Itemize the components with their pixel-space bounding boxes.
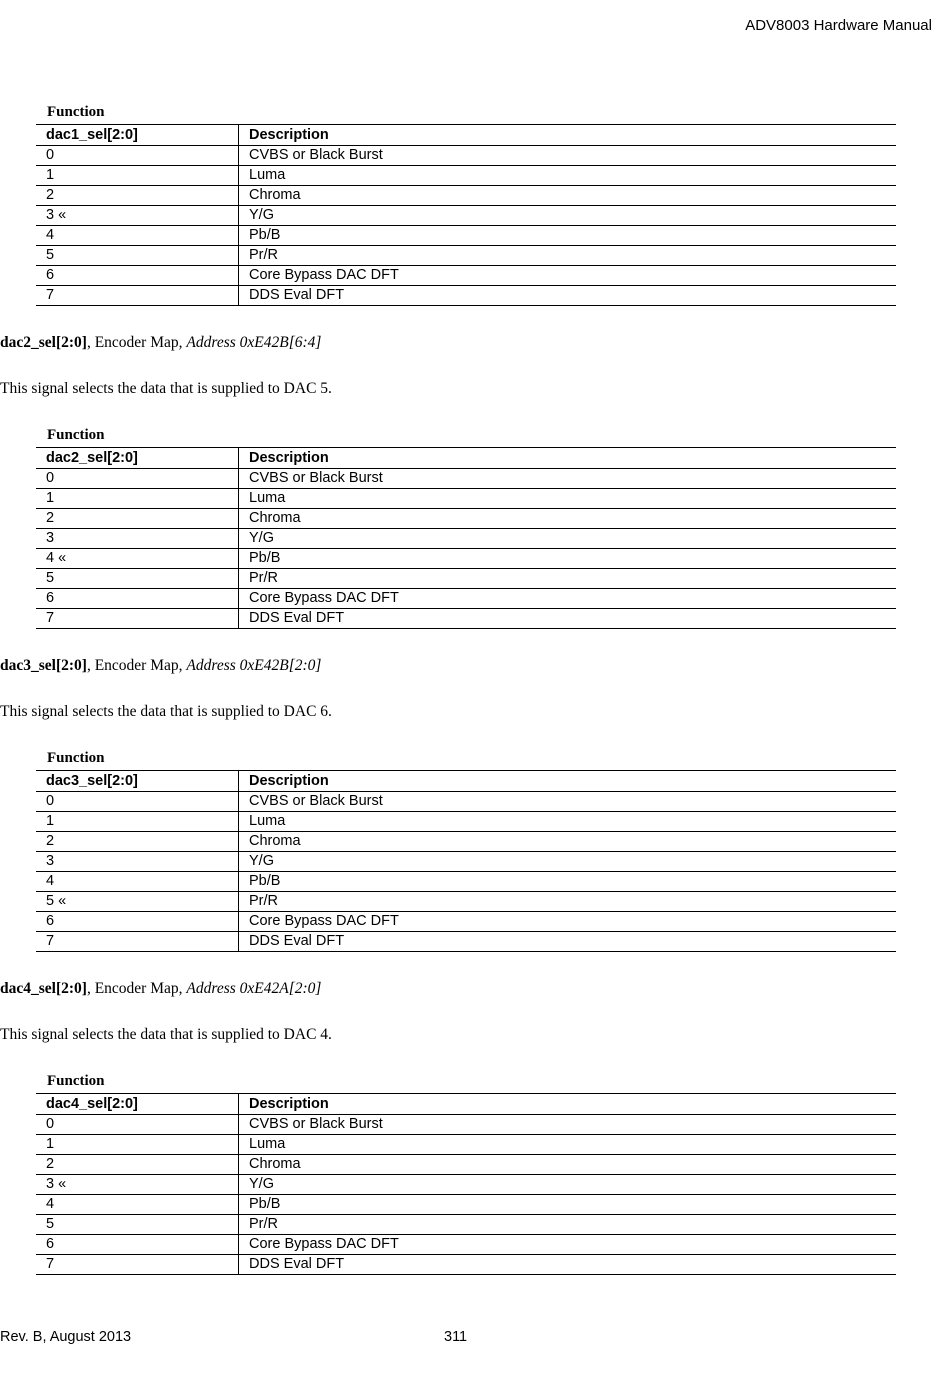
value-cell: 7 bbox=[36, 932, 239, 952]
table-row bbox=[36, 1195, 896, 1215]
table-row bbox=[36, 569, 896, 589]
description-cell: Pr/R bbox=[239, 1215, 897, 1235]
description-cell: DDS Eval DFT bbox=[239, 609, 897, 629]
value-cell: 6 bbox=[36, 1235, 239, 1255]
register-address: Address 0xE42B[2:0] bbox=[186, 657, 322, 674]
table-row bbox=[36, 792, 896, 812]
table-row bbox=[36, 609, 896, 629]
column-header-field: dac4_sel[2:0] bbox=[36, 1094, 239, 1115]
value-cell: 1 bbox=[36, 166, 239, 186]
description-cell: Chroma bbox=[239, 186, 897, 206]
value-cell: 0 bbox=[36, 146, 239, 166]
description-cell: Core Bypass DAC DFT bbox=[239, 266, 897, 286]
table-row bbox=[36, 1255, 896, 1275]
map-text: , Encoder Map, bbox=[86, 980, 187, 997]
table-row bbox=[36, 549, 896, 569]
table-row bbox=[36, 892, 896, 912]
table-row bbox=[36, 186, 896, 206]
table-row bbox=[36, 286, 896, 306]
description-cell: Luma bbox=[239, 812, 897, 832]
register-description: This signal selects the data that is supplied to DAC 6. bbox=[0, 703, 332, 720]
register-caption bbox=[0, 980, 321, 998]
table-header-row bbox=[36, 771, 896, 792]
value-cell: 6 bbox=[36, 266, 239, 286]
function-label: Function bbox=[47, 104, 105, 120]
table-row bbox=[36, 1235, 896, 1255]
description-cell: Y/G bbox=[239, 1175, 897, 1195]
column-header-field: dac3_sel[2:0] bbox=[36, 771, 239, 792]
table-row bbox=[36, 832, 896, 852]
value-cell: 6 bbox=[36, 912, 239, 932]
description-cell: Y/G bbox=[239, 852, 897, 872]
table-row bbox=[36, 246, 896, 266]
table-row bbox=[36, 1215, 896, 1235]
map-text: , Encoder Map, bbox=[86, 657, 187, 674]
footer-page-number: 311 bbox=[444, 1329, 468, 1345]
register-name: dac4_sel[2:0] bbox=[0, 980, 87, 997]
description-cell: Core Bypass DAC DFT bbox=[239, 1235, 897, 1255]
value-cell: 5 bbox=[36, 1215, 239, 1235]
value-cell: 4 « bbox=[36, 549, 239, 569]
description-cell: Chroma bbox=[239, 509, 897, 529]
column-header-description: Description bbox=[239, 448, 897, 469]
register-caption bbox=[0, 657, 321, 675]
table-row bbox=[36, 872, 896, 892]
value-cell: 0 bbox=[36, 469, 239, 489]
column-header-field: dac2_sel[2:0] bbox=[36, 448, 239, 469]
table-row bbox=[36, 166, 896, 186]
table-row bbox=[36, 1175, 896, 1195]
column-header-description: Description bbox=[239, 771, 897, 792]
description-cell: Pb/B bbox=[239, 226, 897, 246]
value-cell: 1 bbox=[36, 1135, 239, 1155]
description-cell: CVBS or Black Burst bbox=[239, 1115, 897, 1135]
dac3-sel-table bbox=[36, 770, 896, 952]
register-description: This signal selects the data that is supplied to DAC 4. bbox=[0, 1026, 332, 1043]
description-cell: Y/G bbox=[239, 206, 897, 226]
description-cell: Luma bbox=[239, 166, 897, 186]
description-cell: Core Bypass DAC DFT bbox=[239, 589, 897, 609]
description-cell: Pb/B bbox=[239, 1195, 897, 1215]
description-cell: CVBS or Black Burst bbox=[239, 146, 897, 166]
register-description: This signal selects the data that is supplied to DAC 5. bbox=[0, 380, 332, 397]
table-header-row bbox=[36, 125, 896, 146]
register-address: Address 0xE42A[2:0] bbox=[186, 980, 322, 997]
description-cell: Core Bypass DAC DFT bbox=[239, 912, 897, 932]
column-header-description: Description bbox=[239, 125, 897, 146]
description-cell: Chroma bbox=[239, 832, 897, 852]
map-text: , Encoder Map, bbox=[86, 334, 187, 351]
value-cell: 5 « bbox=[36, 892, 239, 912]
table-row bbox=[36, 1155, 896, 1175]
function-label: Function bbox=[47, 1073, 105, 1089]
register-address: Address 0xE42B[6:4] bbox=[186, 334, 322, 351]
value-cell: 3 bbox=[36, 529, 239, 549]
page-header-title: ADV8003 Hardware Manual bbox=[745, 17, 932, 34]
value-cell: 5 bbox=[36, 569, 239, 589]
description-cell: DDS Eval DFT bbox=[239, 932, 897, 952]
value-cell: 3 « bbox=[36, 1175, 239, 1195]
register-name: dac3_sel[2:0] bbox=[0, 657, 87, 674]
table-row bbox=[36, 509, 896, 529]
value-cell: 7 bbox=[36, 609, 239, 629]
description-cell: Pr/R bbox=[239, 246, 897, 266]
value-cell: 5 bbox=[36, 246, 239, 266]
description-cell: CVBS or Black Burst bbox=[239, 792, 897, 812]
description-cell: Chroma bbox=[239, 1155, 897, 1175]
description-cell: Luma bbox=[239, 1135, 897, 1155]
description-cell: Luma bbox=[239, 489, 897, 509]
table-row bbox=[36, 852, 896, 872]
value-cell: 2 bbox=[36, 186, 239, 206]
table-row bbox=[36, 1115, 896, 1135]
value-cell: 3 « bbox=[36, 206, 239, 226]
table-header-row bbox=[36, 1094, 896, 1115]
description-cell: CVBS or Black Burst bbox=[239, 469, 897, 489]
table-row bbox=[36, 1135, 896, 1155]
value-cell: 7 bbox=[36, 1255, 239, 1275]
value-cell: 0 bbox=[36, 1115, 239, 1135]
description-cell: Pb/B bbox=[239, 549, 897, 569]
description-cell: Y/G bbox=[239, 529, 897, 549]
value-cell: 2 bbox=[36, 509, 239, 529]
description-cell: Pr/R bbox=[239, 569, 897, 589]
description-cell: DDS Eval DFT bbox=[239, 1255, 897, 1275]
table-row bbox=[36, 146, 896, 166]
value-cell: 1 bbox=[36, 812, 239, 832]
table-row bbox=[36, 932, 896, 952]
dac1-sel-table bbox=[36, 124, 896, 306]
description-cell: Pb/B bbox=[239, 872, 897, 892]
column-header-description: Description bbox=[239, 1094, 897, 1115]
column-header-field: dac1_sel[2:0] bbox=[36, 125, 239, 146]
value-cell: 4 bbox=[36, 1195, 239, 1215]
value-cell: 7 bbox=[36, 286, 239, 306]
function-label: Function bbox=[47, 427, 105, 443]
table-row bbox=[36, 812, 896, 832]
function-label: Function bbox=[47, 750, 105, 766]
value-cell: 0 bbox=[36, 792, 239, 812]
register-caption bbox=[0, 334, 321, 352]
table-row bbox=[36, 226, 896, 246]
description-cell: Pr/R bbox=[239, 892, 897, 912]
table-row bbox=[36, 489, 896, 509]
value-cell: 2 bbox=[36, 832, 239, 852]
dac4-sel-table bbox=[36, 1093, 896, 1275]
table-row bbox=[36, 266, 896, 286]
dac2-sel-table bbox=[36, 447, 896, 629]
value-cell: 6 bbox=[36, 589, 239, 609]
register-name: dac2_sel[2:0] bbox=[0, 334, 87, 351]
table-header-row bbox=[36, 448, 896, 469]
table-row bbox=[36, 469, 896, 489]
table-row bbox=[36, 589, 896, 609]
value-cell: 2 bbox=[36, 1155, 239, 1175]
value-cell: 1 bbox=[36, 489, 239, 509]
value-cell: 4 bbox=[36, 226, 239, 246]
description-cell: DDS Eval DFT bbox=[239, 286, 897, 306]
table-row bbox=[36, 206, 896, 226]
table-row bbox=[36, 912, 896, 932]
footer-revision: Rev. B, August 2013 bbox=[0, 1329, 132, 1345]
value-cell: 4 bbox=[36, 872, 239, 892]
value-cell: 3 bbox=[36, 852, 239, 872]
table-row bbox=[36, 529, 896, 549]
